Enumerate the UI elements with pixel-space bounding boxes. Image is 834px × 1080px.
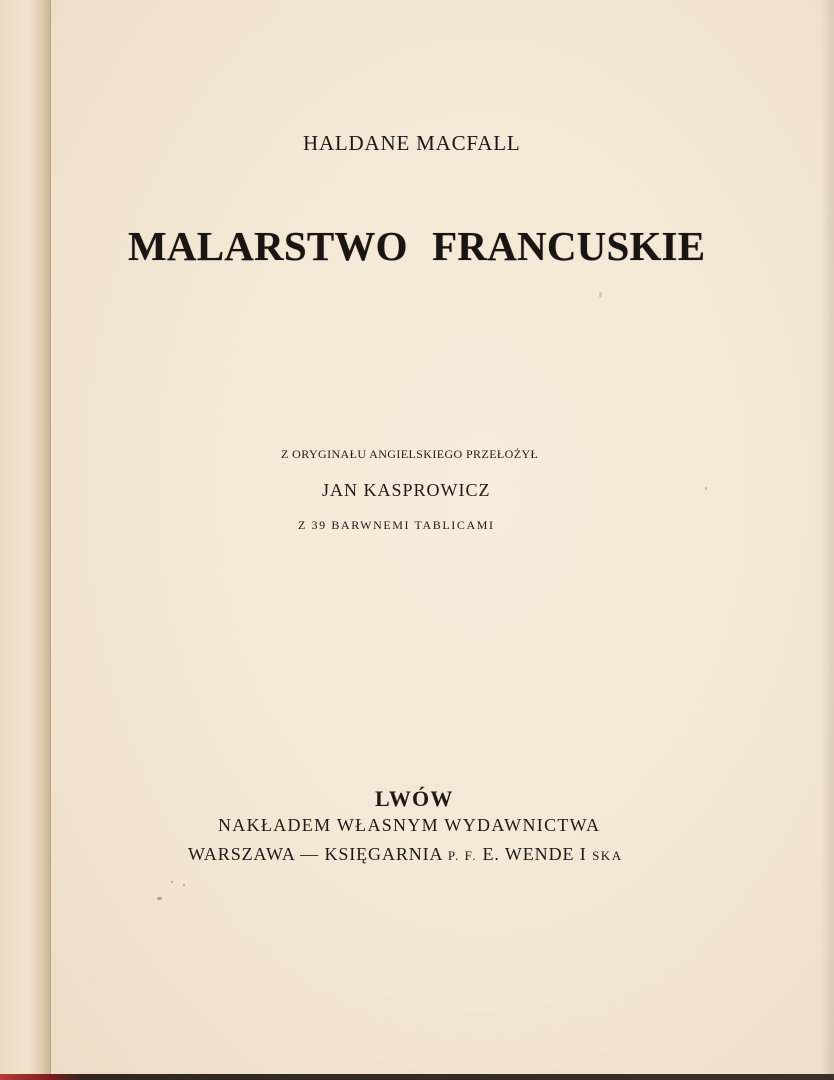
author-name: HALDANE MACFALL <box>303 131 521 155</box>
paper-speck <box>171 881 173 883</box>
bottom-page-edge <box>0 1074 834 1080</box>
imprint-publisher: NAKŁADEM WŁASNYM WYDAWNICTWA <box>218 815 601 835</box>
distributor-ska: SKA <box>592 848 623 863</box>
book-binding-edge <box>0 0 51 1080</box>
title-page-sheet <box>51 0 834 1080</box>
paper-speck <box>183 884 185 886</box>
paper-speck <box>157 897 162 900</box>
translator-name: JAN KASPROWICZ <box>322 480 491 500</box>
distributor-name: E. WENDE I <box>482 844 587 864</box>
paper-speck <box>705 487 707 490</box>
page-edge-shadow <box>820 0 834 1080</box>
imprint-city: LWÓW <box>375 786 454 811</box>
plates-note: Z 39 BARWNEMI TABLICAMI <box>298 518 495 532</box>
imprint-distributor <box>188 844 623 865</box>
distributor-pf: P. F. <box>447 848 478 863</box>
paper-speck <box>599 292 602 298</box>
translation-note: Z ORYGINAŁU ANGIELSKIEGO PRZEŁOŻYŁ <box>281 447 539 461</box>
book-title: MALARSTWO FRANCUSKIE <box>128 223 706 269</box>
distributor-main: WARSZAWA — KSIĘGARNIA <box>188 844 443 864</box>
